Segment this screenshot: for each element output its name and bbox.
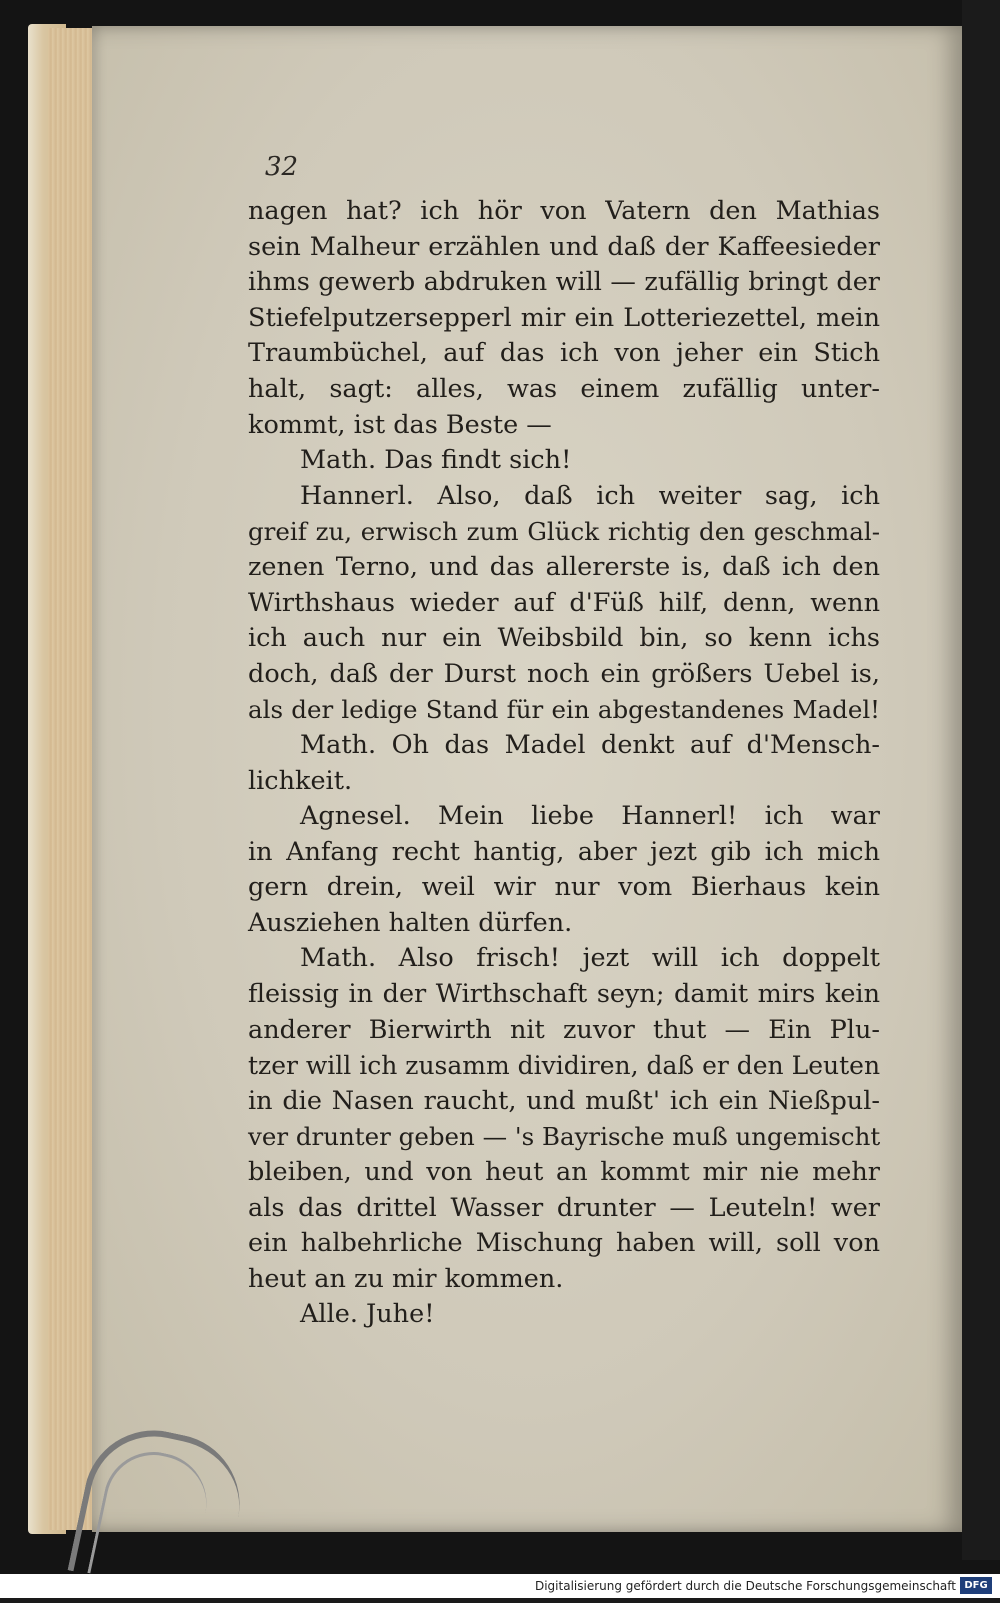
text-line: bleiben, und von heut an kommt mir nie mehr xyxy=(248,1157,880,1188)
page-number: 32 xyxy=(265,152,299,182)
text-line: Traumbüchel, auf das ich von jeher ein Stich xyxy=(248,338,880,369)
text-line: als das drittel Wasser drunter — Leuteln! wer xyxy=(248,1192,880,1223)
text-line: zenen Terno, und das allererste is, daß ich den xyxy=(248,551,880,582)
text-line: ver drunter geben — 's Bayrische muß ungemischt xyxy=(248,1122,881,1152)
text-line: fleissig in der Wirthschaft seyn; damit mirs kein xyxy=(248,979,880,1010)
text-line: sein Malheur erzählen und daß der Kaffeesieder xyxy=(248,231,880,262)
text-line: Math. Also frisch! jezt will ich doppelt xyxy=(300,943,880,974)
text-line: Wirthshaus wieder auf d'Füß hilf, denn, wenn xyxy=(248,587,880,618)
scan-right-margin xyxy=(962,0,1000,1560)
text-line: Hannerl. Also, daß ich weiter sag, ich xyxy=(300,480,880,511)
footer-credit: Digitalisierung gefördert durch die Deutsche Forschungsgemeinschaft xyxy=(534,1579,956,1593)
text-line: in Anfang recht hantig, aber jezt gib ich mich xyxy=(248,836,880,867)
text-line: ein halbehrliche Mischung haben will, soll von xyxy=(248,1228,880,1259)
text-line: Agnesel. Mein liebe Hannerl! ich war xyxy=(300,801,880,832)
text-line: lichkeit. xyxy=(248,765,353,796)
text-line: ihms gewerb abdruken will — zufällig bringt der xyxy=(248,267,880,298)
text-line: doch, daß der Durst noch ein größers Uebel is, xyxy=(248,658,880,689)
text-line: heut an zu mir kommen. xyxy=(248,1263,564,1294)
text-line: als der ledige Stand für ein abgestandenes Madel! xyxy=(248,695,880,725)
text-line: greif zu, erwisch zum Glück richtig den geschmal- xyxy=(248,517,880,547)
text-line: anderer Bierwirth nit zuvor thut — Ein Plu- xyxy=(248,1014,880,1045)
text-line: Stiefelputzersepperl mir ein Lotteriezettel, mein xyxy=(248,302,880,333)
text-line: ich auch nur ein Weibsbild bin, so kenn ichs xyxy=(248,623,880,654)
dfg-logo: DFG xyxy=(960,1577,992,1594)
text-line: Alle. Juhe! xyxy=(300,1299,435,1330)
text-line: tzer will ich zusamm dividiren, daß er den Leuten xyxy=(248,1051,881,1081)
text-line: gern drein, weil wir nur vom Bierhaus kein xyxy=(248,872,880,903)
text-line: kommt, ist das Beste — xyxy=(248,409,552,440)
text-line: Math. Oh das Madel denkt auf d'Mensch- xyxy=(300,729,880,760)
text-line: in die Nasen raucht, und mußt' ich ein Nießpul- xyxy=(248,1085,880,1116)
text-line: Math. Das findt sich! xyxy=(300,445,572,476)
text-line: Ausziehen halten dürfen. xyxy=(248,907,573,938)
text-line: halt, sagt: alles, was einem zufällig unter- xyxy=(248,373,880,404)
text-line: nagen hat? ich hör von Vatern den Mathias xyxy=(248,196,880,226)
body-text xyxy=(248,194,880,1333)
